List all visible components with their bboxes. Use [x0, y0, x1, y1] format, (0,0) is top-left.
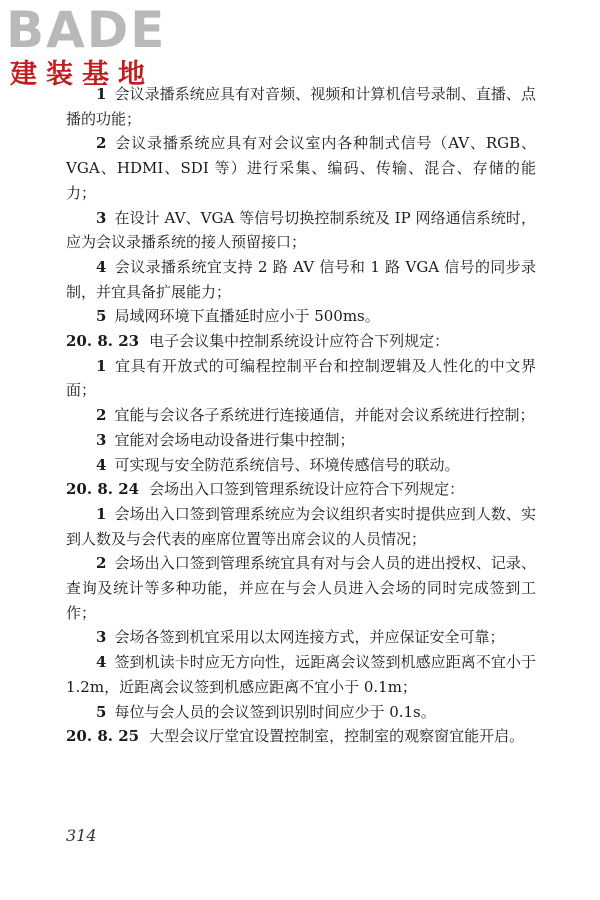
clause-heading — [66, 329, 536, 354]
clause-text: 会场出入口签到管理系统设计应符合下列规定： — [149, 480, 465, 499]
clause-number: 20. 8. 23 — [66, 332, 140, 351]
list-item — [66, 304, 536, 329]
item-number: 2 — [96, 554, 107, 573]
list-item — [66, 551, 536, 625]
item-text: 宜能与会议各子系统进行连接通信，并能对会议系统进行控制； — [114, 406, 535, 425]
item-text: 局域网环境下直播延时应小于 500ms。 — [114, 307, 380, 326]
list-item — [66, 625, 536, 650]
list-item — [66, 502, 536, 551]
item-number: 2 — [96, 406, 107, 425]
clause-heading — [66, 477, 536, 502]
list-item — [66, 453, 536, 478]
item-number: 5 — [96, 702, 107, 721]
item-number: 3 — [96, 208, 107, 227]
item-number: 5 — [96, 307, 107, 326]
item-number: 4 — [96, 653, 107, 672]
watermark-brand: BADE — [6, 1, 167, 59]
watermark-subtitle: 建装基地 — [10, 59, 154, 90]
item-text: 在设计 AV、VGA 等信号切换控制系统及 IP 网络通信系统时，应为会议录播系统的接人预留接口； — [66, 208, 536, 252]
item-text: 会场各签到机宜采用以太网连接方式，并应保证安全可靠； — [114, 628, 505, 647]
item-text: 会场出入口签到管理系统应为会议组织者实时提供应到人数、实到人数及与会代表的座席位置等出席会议的人员情况； — [66, 504, 536, 548]
list-item — [66, 354, 536, 403]
list-item — [66, 206, 536, 255]
item-number: 1 — [96, 356, 107, 375]
item-text: 签到机读卡时应无方向性，远距离会议签到机感应距离不宜小于 1.2m，近距离会议签到机感应距离不宜小于 0.1m； — [66, 653, 536, 696]
item-text: 宜能对会场电动设备进行集中控制； — [114, 430, 355, 449]
list-item — [66, 428, 536, 453]
item-number: 1 — [96, 504, 107, 523]
item-text: 会议录播系统宜支持 2 路 AV 信号和 1 路 VGA 信号的同步录制，并宜具备扩展能力； — [66, 257, 536, 301]
item-text: 宜具有开放式的可编程控制平台和控制逻辑及人性化的中文界面； — [66, 356, 536, 400]
item-text: 会议录播系统应具有对会议室内各种制式信号（AV、RGB、VGA、HDMI、SDI 等）进行采集、编码、传输、混合、存储的能力； — [66, 134, 536, 202]
clause-number: 20. 8. 24 — [66, 480, 140, 499]
watermark-logo — [6, 2, 176, 94]
list-item — [66, 700, 536, 725]
item-text: 会场出入口签到管理系统宜具有对与会人员的进出授权、记录、查询及统计等多种功能，并应在与会人员进入会场的同时完成签到工作； — [66, 554, 536, 622]
item-text: 可实现与安全防范系统信号、环境传感信号的联动。 — [114, 455, 460, 474]
page-number: 314 — [66, 826, 97, 845]
clause-text: 大型会议厅堂宜设置控制室，控制室的观察窗宜能开启。 — [149, 727, 525, 746]
list-item — [66, 82, 536, 131]
item-number: 2 — [96, 134, 107, 153]
list-item — [66, 650, 536, 699]
item-number: 4 — [96, 257, 107, 276]
list-item — [66, 255, 536, 304]
item-number: 3 — [96, 628, 107, 647]
item-text: 每位与会人员的会议签到识别时间应少于 0.1s。 — [114, 702, 436, 721]
list-item — [66, 403, 536, 428]
item-text: 会议录播系统应具有对音频、视频和计算机信号录制、直播、点播的功能； — [66, 85, 536, 128]
list-item — [66, 131, 536, 205]
item-number: 4 — [96, 455, 107, 474]
clause-heading — [66, 724, 536, 749]
clause-text: 电子会议集中控制系统设计应符合下列规定： — [149, 332, 450, 351]
item-number: 3 — [96, 430, 107, 449]
document-body — [66, 82, 536, 749]
item-number: 1 — [96, 85, 107, 103]
clause-number: 20. 8. 25 — [66, 727, 140, 746]
